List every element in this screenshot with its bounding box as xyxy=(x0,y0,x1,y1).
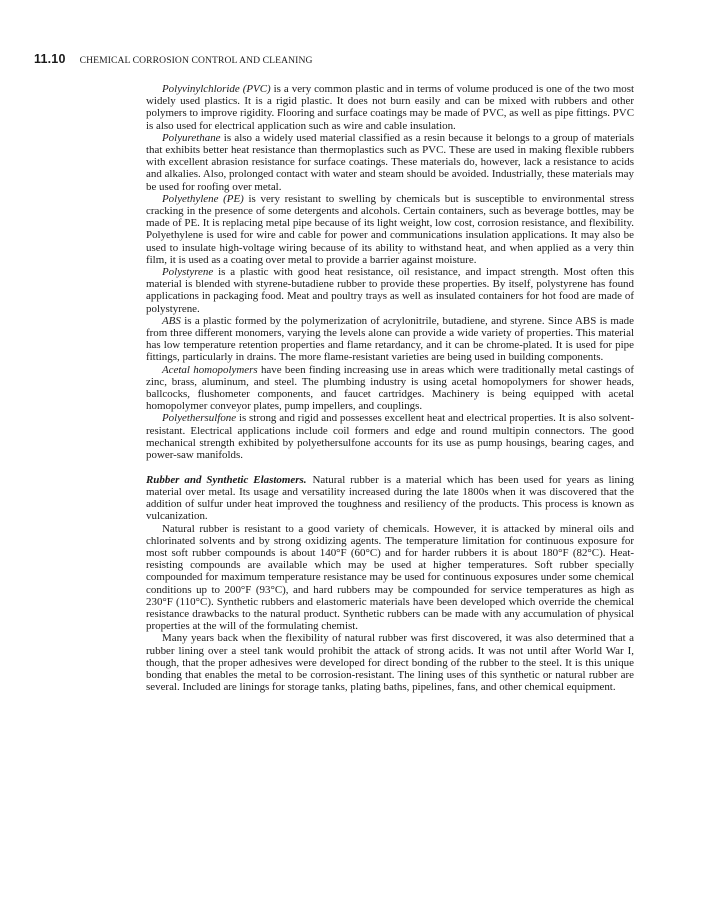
paragraph-rubber-intro xyxy=(146,474,634,523)
paragraph-rubber-lining: Many years back when the flexibility of natural rubber was first discovered, it was also determined that a rubber lining over a steel tank would prohibit the attack of strong acids. It was not until after World War I, though, that the proper adhesives were developed for direct bonding of the rubber to the steel. It is this unique bonding that enables the metal to be corrosion-resistant. The lining uses of this synthetic or natural rubber are several. Included are linings for storage tanks, plating baths, pipelines, fans, and other chemical equipment. xyxy=(146,632,634,694)
term-acetal: Acetal homopolymers xyxy=(162,363,258,376)
paragraph-abs xyxy=(146,315,634,364)
paragraph-text: is a plastic with good heat resistance, oil resistance, and impact strength. Most often this material is blended with styrene-butadiene rubber to provide these properties. By itself, polystyrene has found applications in packaging food. Meat and poultry trays as well as insulated containers for hot food are made of polystyrene. xyxy=(146,266,634,315)
paragraph-text: is also a widely used material classified as a resin because it belongs to a group of materials that exhibits better heat resistance than thermoplastics such as PVC. These are used in making flexible rubbers with excellent abrasion resistance for surface coatings. These materials do, however, lack a resistance to acids and alkalies. Also, prolonged contact with water and steam should be avoided. Industrially, these materials may be used for roofing over metal. xyxy=(146,131,634,193)
paragraph-text: is a very common plastic and in terms of volume produced is one of the two most widely used plastics. It is a rigid plastic. It does not burn easily and can be mixed with rubbers and other polymers to improve rigidity. Flooring and surface coatings may be made of PVC, as well as pipe fittings. PVC is also used for electrical application such as wire and cable insulation. xyxy=(146,83,634,132)
paragraph-text: is a plastic formed by the polymerization of acrylonitrile, butadiene, and styrene. Since ABS is made from three different monomers, varying the levels alone can provide a wide variety of properties. This material has low temperature retention properties and flame retardancy, and it can be chrome-plated. It is used for pipe fittings, particularly in drains. The more flame-resistant varieties are being used in building components. xyxy=(146,314,634,364)
paragraph-text: have been finding increasing use in areas which were traditionally metal castings of zinc, brass, aluminum, and steel. The plumbing industry is using acetal homopolymers for shower heads, ballcocks, flushometer components, and faucet cartridges. Machinery is being equipped with acetal homopolymer conveyor plates, pump impellers, and couplings. xyxy=(146,363,634,413)
body-text xyxy=(146,83,634,693)
paragraph-text: Natural rubber is a material which has been used for years as lining material over metal. Its usage and versatility increased during the late 1800s when it was discovered that the addition of sulfur under heat improved the toughness and resiliency of the products. This process is known as vulcanization. xyxy=(146,473,634,523)
term-abs: ABS xyxy=(162,314,181,327)
term-polystyrene: Polystyrene xyxy=(162,266,214,279)
paragraph-polyurethane xyxy=(146,132,634,193)
running-head xyxy=(34,52,313,66)
paragraph-text: is strong and rigid and possesses excellent heat and electrical properties. It is also solvent-resistant. Electrical applications include coil formers and edge and round multipin connectors. The good mechanical strength exhibited by polyethersulfone accounts for its use as pump housings, bearing cages, and power-saw manifolds. xyxy=(146,412,634,462)
page-number: 11.10 xyxy=(34,52,66,66)
term-polyethersulfone: Polyethersulfone xyxy=(162,412,237,425)
chapter-title: CHEMICAL CORROSION CONTROL AND CLEANING xyxy=(79,55,313,66)
paragraph-polystyrene xyxy=(146,266,634,315)
paragraph-polyethylene xyxy=(146,193,634,266)
section-heading: Rubber and Synthetic Elastomers. xyxy=(146,473,307,486)
paragraph-polyethersulfone xyxy=(146,412,634,461)
term-polyurethane: Polyurethane xyxy=(162,131,221,144)
paragraph-text: is very resistant to swelling by chemicals but is susceptible to environmental stress cracking in the presence of some detergents and alcohols. Certain containers, such as beverage bottles, may be made of PE. It is replacing metal pipe because of its light weight, low cost, corrosion resistance, and flexibility. Polyethylene is used for wire and cable for power and communications insulation applications. It may also be used to insulate high-voltage wiring because of its ability to withstand heat, and when applied as a very thin film, it is used as a coating over metal to provide a barrier against moisture. xyxy=(146,192,634,266)
paragraph-natural-rubber: Natural rubber is resistant to a good variety of chemicals. However, it is attacked by mineral oils and chlorinated solvents and by strong oxidizing agents. The temperature limitation for continuous exposure for most soft rubber compounds is about 140°F (60°C) and for harder rubbers it is about 180°F (82°C). Heat-resisting compounds are available which may be used at higher temperatures. Soft rubber specially compounded for maximum temperature resistance may be used for continuous exposures under some chemical conditions up to 200°F (93°C), and hard rubbers may be compounded for service temperatures as high as 230°F (110°C). Synthetic rubbers and elastomeric materials have been developed which override the chemical resistance drawbacks to the natural product. Synthetic rubbers can be made with any accumulation of physical properties at the will of the formulating chemist. xyxy=(146,522,634,633)
paragraph-pvc xyxy=(146,83,634,132)
term-pvc: Polyvinylchloride (PVC) xyxy=(162,83,271,95)
paragraph-acetal xyxy=(146,364,634,413)
term-polyethylene: Polyethylene (PE) xyxy=(162,192,244,205)
